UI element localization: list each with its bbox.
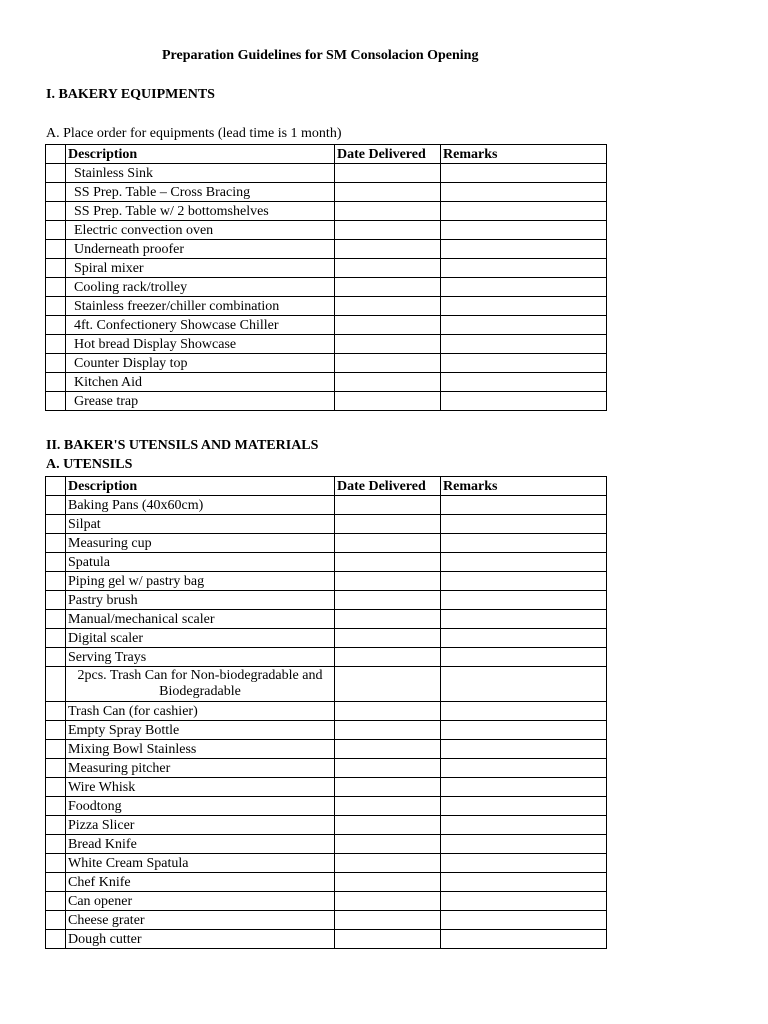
date-delivered-cell <box>335 797 441 816</box>
date-delivered-cell <box>335 515 441 534</box>
table-row <box>46 202 607 221</box>
item-description: Serving Trays <box>66 648 335 667</box>
row-index-cell <box>46 930 66 949</box>
row-index-cell <box>46 202 66 221</box>
date-delivered-cell <box>335 835 441 854</box>
remarks-cell <box>441 259 607 278</box>
date-delivered-cell <box>335 392 441 411</box>
remarks-cell <box>441 759 607 778</box>
remarks-cell <box>441 835 607 854</box>
date-delivered-cell <box>335 221 441 240</box>
item-description: Spatula <box>66 553 335 572</box>
remarks-header: Remarks <box>441 477 607 496</box>
date-delivered-cell <box>335 164 441 183</box>
remarks-header: Remarks <box>441 145 607 164</box>
item-description: Manual/mechanical scaler <box>66 610 335 629</box>
remarks-cell <box>441 316 607 335</box>
item-description: Pastry brush <box>66 591 335 610</box>
date-delivered-cell <box>335 354 441 373</box>
row-index-cell <box>46 164 66 183</box>
remarks-cell <box>441 702 607 721</box>
item-description: Wire Whisk <box>66 778 335 797</box>
row-index-cell <box>46 373 66 392</box>
section-2-subheading: A. UTENSILS <box>46 457 133 472</box>
item-description: Chef Knife <box>66 873 335 892</box>
row-index-cell <box>46 854 66 873</box>
row-index-cell <box>46 759 66 778</box>
date-delivered-cell <box>335 534 441 553</box>
item-description: Can opener <box>66 892 335 911</box>
date-delivered-cell <box>335 911 441 930</box>
date-delivered-cell <box>335 553 441 572</box>
date-delivered-cell <box>335 816 441 835</box>
row-index-cell <box>46 667 66 702</box>
remarks-cell <box>441 816 607 835</box>
table-row <box>46 816 607 835</box>
table-row <box>46 316 607 335</box>
row-index-cell <box>46 816 66 835</box>
document-title: Preparation Guidelines for SM Consolacion Opening <box>162 48 479 63</box>
item-description: Empty Spray Bottle <box>66 721 335 740</box>
remarks-cell <box>441 797 607 816</box>
table-row <box>46 778 607 797</box>
table-row <box>46 373 607 392</box>
utensils-table <box>45 476 607 949</box>
row-index-cell <box>46 610 66 629</box>
item-description: Baking Pans (40x60cm) <box>66 496 335 515</box>
item-description: Hot bread Display Showcase <box>66 335 335 354</box>
remarks-cell <box>441 354 607 373</box>
item-description: Cheese grater <box>66 911 335 930</box>
row-index-cell <box>46 873 66 892</box>
row-index-cell <box>46 911 66 930</box>
table-row <box>46 221 607 240</box>
table-header-row <box>46 145 607 164</box>
table-row <box>46 515 607 534</box>
table-row <box>46 629 607 648</box>
row-index-cell <box>46 335 66 354</box>
remarks-cell <box>441 221 607 240</box>
remarks-cell <box>441 553 607 572</box>
remarks-cell <box>441 778 607 797</box>
row-index-cell <box>46 316 66 335</box>
table-row <box>46 392 607 411</box>
item-description: Stainless Sink <box>66 164 335 183</box>
remarks-cell <box>441 629 607 648</box>
remarks-cell <box>441 667 607 702</box>
item-description: Stainless freezer/chiller combination <box>66 297 335 316</box>
remarks-cell <box>441 534 607 553</box>
row-index-cell <box>46 740 66 759</box>
date-delivered-cell <box>335 721 441 740</box>
item-description: 2pcs. Trash Can for Non-biodegradable and Biodegradable <box>66 667 335 702</box>
item-description: Trash Can (for cashier) <box>66 702 335 721</box>
table-row <box>46 930 607 949</box>
row-index-cell <box>46 183 66 202</box>
item-description: Measuring pitcher <box>66 759 335 778</box>
table-row <box>46 259 607 278</box>
table-row <box>46 591 607 610</box>
description-header: Description <box>66 477 335 496</box>
table-row <box>46 335 607 354</box>
row-index-cell <box>46 629 66 648</box>
item-description: Counter Display top <box>66 354 335 373</box>
date-delivered-cell <box>335 610 441 629</box>
table-row <box>46 164 607 183</box>
date-delivered-cell <box>335 278 441 297</box>
item-description: Silpat <box>66 515 335 534</box>
remarks-cell <box>441 721 607 740</box>
table-row <box>46 534 607 553</box>
row-index-cell <box>46 534 66 553</box>
remarks-cell <box>441 892 607 911</box>
row-index-cell <box>46 892 66 911</box>
item-description: Kitchen Aid <box>66 373 335 392</box>
table-row <box>46 911 607 930</box>
date-delivered-cell <box>335 316 441 335</box>
row-index-cell <box>46 721 66 740</box>
date-delivered-cell <box>335 648 441 667</box>
item-description: Pizza Slicer <box>66 816 335 835</box>
date-delivered-cell <box>335 496 441 515</box>
date-delivered-header: Date Delivered <box>335 477 441 496</box>
remarks-cell <box>441 297 607 316</box>
item-description: SS Prep. Table – Cross Bracing <box>66 183 335 202</box>
table-row <box>46 354 607 373</box>
table-row <box>46 553 607 572</box>
row-index-cell <box>46 221 66 240</box>
remarks-cell <box>441 591 607 610</box>
row-index-cell <box>46 702 66 721</box>
item-description: Measuring cup <box>66 534 335 553</box>
remarks-cell <box>441 373 607 392</box>
item-description: Piping gel w/ pastry bag <box>66 572 335 591</box>
item-description: Spiral mixer <box>66 259 335 278</box>
item-description: Electric convection oven <box>66 221 335 240</box>
table-header-row <box>46 477 607 496</box>
remarks-cell <box>441 202 607 221</box>
index-header-cell <box>46 145 66 164</box>
date-delivered-cell <box>335 240 441 259</box>
section-1-subheading: A. Place order for equipments (lead time is 1 month) <box>46 126 342 141</box>
row-index-cell <box>46 572 66 591</box>
date-delivered-header: Date Delivered <box>335 145 441 164</box>
date-delivered-cell <box>335 629 441 648</box>
item-description: SS Prep. Table w/ 2 bottomshelves <box>66 202 335 221</box>
date-delivered-cell <box>335 667 441 702</box>
table-row <box>46 572 607 591</box>
item-description: Foodtong <box>66 797 335 816</box>
date-delivered-cell <box>335 759 441 778</box>
item-description: Bread Knife <box>66 835 335 854</box>
item-description: Grease trap <box>66 392 335 411</box>
date-delivered-cell <box>335 740 441 759</box>
row-index-cell <box>46 392 66 411</box>
row-index-cell <box>46 648 66 667</box>
remarks-cell <box>441 911 607 930</box>
date-delivered-cell <box>335 591 441 610</box>
table-row <box>46 892 607 911</box>
table-row <box>46 240 607 259</box>
row-index-cell <box>46 591 66 610</box>
date-delivered-cell <box>335 702 441 721</box>
table-row <box>46 797 607 816</box>
date-delivered-cell <box>335 873 441 892</box>
item-description: Dough cutter <box>66 930 335 949</box>
remarks-cell <box>441 610 607 629</box>
date-delivered-cell <box>335 259 441 278</box>
index-header-cell <box>46 477 66 496</box>
table-row <box>46 496 607 515</box>
table-row <box>46 835 607 854</box>
section-1-heading: I. BAKERY EQUIPMENTS <box>46 87 215 102</box>
table-row <box>46 740 607 759</box>
remarks-cell <box>441 930 607 949</box>
table-row <box>46 759 607 778</box>
date-delivered-cell <box>335 854 441 873</box>
table-row <box>46 297 607 316</box>
table-row <box>46 854 607 873</box>
row-index-cell <box>46 835 66 854</box>
remarks-cell <box>441 278 607 297</box>
item-description: Digital scaler <box>66 629 335 648</box>
remarks-cell <box>441 164 607 183</box>
item-description: White Cream Spatula <box>66 854 335 873</box>
row-index-cell <box>46 778 66 797</box>
date-delivered-cell <box>335 183 441 202</box>
row-index-cell <box>46 240 66 259</box>
remarks-cell <box>441 335 607 354</box>
remarks-cell <box>441 740 607 759</box>
section-2-heading: II. BAKER'S UTENSILS AND MATERIALS <box>46 438 319 453</box>
remarks-cell <box>441 572 607 591</box>
row-index-cell <box>46 259 66 278</box>
table-row <box>46 278 607 297</box>
remarks-cell <box>441 392 607 411</box>
date-delivered-cell <box>335 297 441 316</box>
item-description: Cooling rack/trolley <box>66 278 335 297</box>
table-row <box>46 183 607 202</box>
date-delivered-cell <box>335 373 441 392</box>
row-index-cell <box>46 553 66 572</box>
row-index-cell <box>46 278 66 297</box>
row-index-cell <box>46 354 66 373</box>
date-delivered-cell <box>335 572 441 591</box>
date-delivered-cell <box>335 335 441 354</box>
item-description: Underneath proofer <box>66 240 335 259</box>
table-row <box>46 873 607 892</box>
remarks-cell <box>441 873 607 892</box>
date-delivered-cell <box>335 778 441 797</box>
description-header: Description <box>66 145 335 164</box>
row-index-cell <box>46 515 66 534</box>
remarks-cell <box>441 183 607 202</box>
remarks-cell <box>441 648 607 667</box>
remarks-cell <box>441 240 607 259</box>
table-row <box>46 702 607 721</box>
remarks-cell <box>441 854 607 873</box>
table-row <box>46 610 607 629</box>
equipment-table <box>45 144 607 411</box>
row-index-cell <box>46 297 66 316</box>
item-description: 4ft. Confectionery Showcase Chiller <box>66 316 335 335</box>
table-row <box>46 648 607 667</box>
remarks-cell <box>441 496 607 515</box>
row-index-cell <box>46 797 66 816</box>
date-delivered-cell <box>335 892 441 911</box>
remarks-cell <box>441 515 607 534</box>
item-description: Mixing Bowl Stainless <box>66 740 335 759</box>
table-row <box>46 667 607 702</box>
date-delivered-cell <box>335 202 441 221</box>
row-index-cell <box>46 496 66 515</box>
date-delivered-cell <box>335 930 441 949</box>
table-row <box>46 721 607 740</box>
